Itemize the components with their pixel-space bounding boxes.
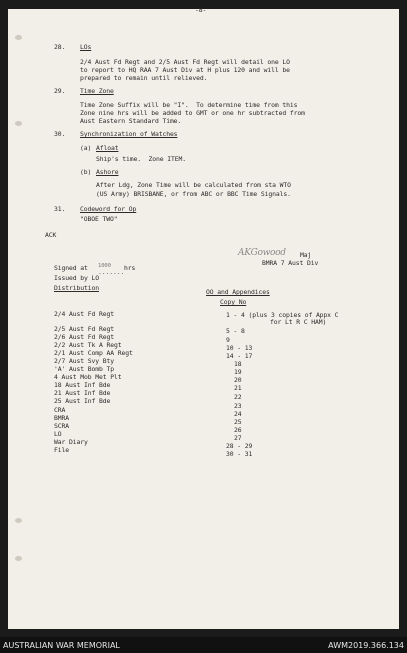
distribution-unit: 2/4 Aust Fd Regt bbox=[54, 310, 114, 318]
distribution-copy: 18 bbox=[234, 360, 242, 368]
distribution-unit: 2/5 Aust Fd Regt bbox=[54, 325, 114, 333]
distribution-copy: 26 bbox=[234, 426, 242, 434]
section-line: to report to HQ RAA 7 Aust Div at H plus 120 and will be bbox=[80, 66, 290, 74]
section-number: 29. bbox=[54, 87, 66, 95]
copy-no-heading: Copy No bbox=[220, 298, 247, 306]
copies-heading: OO and Appendices bbox=[206, 288, 270, 296]
distribution-unit: 2/2 Aust Tk A Regt bbox=[54, 341, 122, 349]
distribution-copy: 9 bbox=[226, 336, 230, 344]
section-line: Time Zone Suffix will be "I". To determine time from this bbox=[80, 101, 298, 109]
distribution-copy: 14 - 17 bbox=[226, 352, 253, 360]
distribution-copy: 27 bbox=[234, 434, 242, 442]
section-heading: LOs bbox=[80, 43, 92, 51]
distribution-copy: 20 bbox=[234, 376, 242, 384]
section-number: 28. bbox=[54, 43, 66, 51]
footer-bar bbox=[0, 637, 407, 653]
codeword: "OBOE TWO" bbox=[80, 215, 118, 223]
punch-hole bbox=[15, 556, 22, 561]
distribution-copy: 22 bbox=[234, 393, 242, 401]
distribution-unit: 21 Aust Inf Bde bbox=[54, 389, 111, 397]
distribution-unit: BMRA bbox=[54, 414, 69, 422]
section-heading: Time Zone bbox=[80, 87, 114, 95]
distribution-copy: 19 bbox=[234, 368, 242, 376]
footer-institution: AUSTRALIAN WAR MEMORIAL bbox=[3, 641, 120, 650]
signed-at-label: Signed at bbox=[54, 264, 88, 272]
section-number: 30. bbox=[54, 130, 66, 138]
section-heading: Codeword for Op bbox=[80, 205, 137, 213]
subsection-label: (a) bbox=[80, 144, 92, 152]
section-heading: Synchronization of Watches bbox=[80, 130, 178, 138]
distribution-unit: SCRA bbox=[54, 422, 69, 430]
section-line: Aust Eastern Standard Time. bbox=[80, 117, 182, 125]
subsection-heading: Ashore bbox=[96, 168, 119, 176]
distribution-copy: 23 bbox=[234, 402, 242, 410]
signed-at-time: 1000 bbox=[98, 263, 111, 269]
distribution-unit: CRA bbox=[54, 406, 66, 414]
distribution-copy: 25 bbox=[234, 418, 242, 426]
ack-label: ACK bbox=[45, 231, 57, 239]
distribution-copy: 28 - 29 bbox=[226, 442, 253, 450]
distribution-copy: 30 - 31 bbox=[226, 450, 253, 458]
signature-rank: Maj bbox=[300, 251, 312, 259]
distribution-unit: War Diary bbox=[54, 438, 88, 446]
section-line: 2/4 Aust Fd Regt and 2/5 Aust Fd Regt will detail one LO bbox=[80, 58, 290, 66]
document-page bbox=[8, 6, 399, 629]
distribution-copy: 5 - 8 bbox=[226, 327, 245, 335]
distribution-unit: 2/1 Aust Comp AA Regt bbox=[54, 349, 133, 357]
distribution-copy: 1 - 4 (plus 3 copies of Appx C bbox=[226, 311, 339, 319]
distribution-unit: 2/6 Aust Fd Regt bbox=[54, 333, 114, 341]
signature-title: BMRA 7 Aust Div bbox=[262, 259, 319, 267]
dotted-rule: ....... bbox=[98, 268, 125, 276]
subsection-heading: Afloat bbox=[96, 144, 119, 152]
subsection-line: (US Army) BRISBANE, or from ABC or BBC Time Signals. bbox=[96, 190, 291, 198]
section-number: 31. bbox=[54, 205, 66, 213]
section-line: Zone nine hrs will be added to GMT or one hr subtracted from bbox=[80, 109, 305, 117]
distribution-unit: 18 Aust Inf Bde bbox=[54, 381, 111, 389]
issued-by: Issued by LO bbox=[54, 274, 99, 282]
subsection-label: (b) bbox=[80, 168, 92, 176]
distribution-unit: LO bbox=[54, 430, 62, 438]
distribution-unit: 4 Aust Mob Met Plt bbox=[54, 373, 122, 381]
footer-accession: AWM2019.366.134 bbox=[328, 641, 404, 650]
section-line: prepared to remain until relieved. bbox=[80, 74, 208, 82]
subsection-line: Ship's time. Zone ITEM. bbox=[96, 155, 186, 163]
distribution-note: for Lt R C HAM) bbox=[270, 318, 327, 326]
signed-at-suffix: hrs bbox=[124, 264, 136, 272]
distribution-unit: 2/7 Aust Svy Bty bbox=[54, 357, 114, 365]
page-number: -8- bbox=[195, 6, 207, 14]
punch-hole bbox=[15, 121, 22, 126]
signature: AKGowood bbox=[238, 248, 286, 258]
distribution-unit: 25 Aust Inf Bde bbox=[54, 397, 111, 405]
distribution-unit: File bbox=[54, 446, 69, 454]
subsection-line: After Ldg, Zone Time will be calculated from sta WTO bbox=[96, 181, 291, 189]
distribution-copy: 24 bbox=[234, 410, 242, 418]
punch-hole bbox=[15, 518, 22, 523]
distribution-copy: 21 bbox=[234, 384, 242, 392]
distribution-heading: Distribution bbox=[54, 284, 99, 292]
distribution-unit: 'A' Aust Bomb Tp bbox=[54, 365, 114, 373]
punch-hole bbox=[15, 35, 22, 40]
distribution-copy: 10 - 13 bbox=[226, 344, 253, 352]
